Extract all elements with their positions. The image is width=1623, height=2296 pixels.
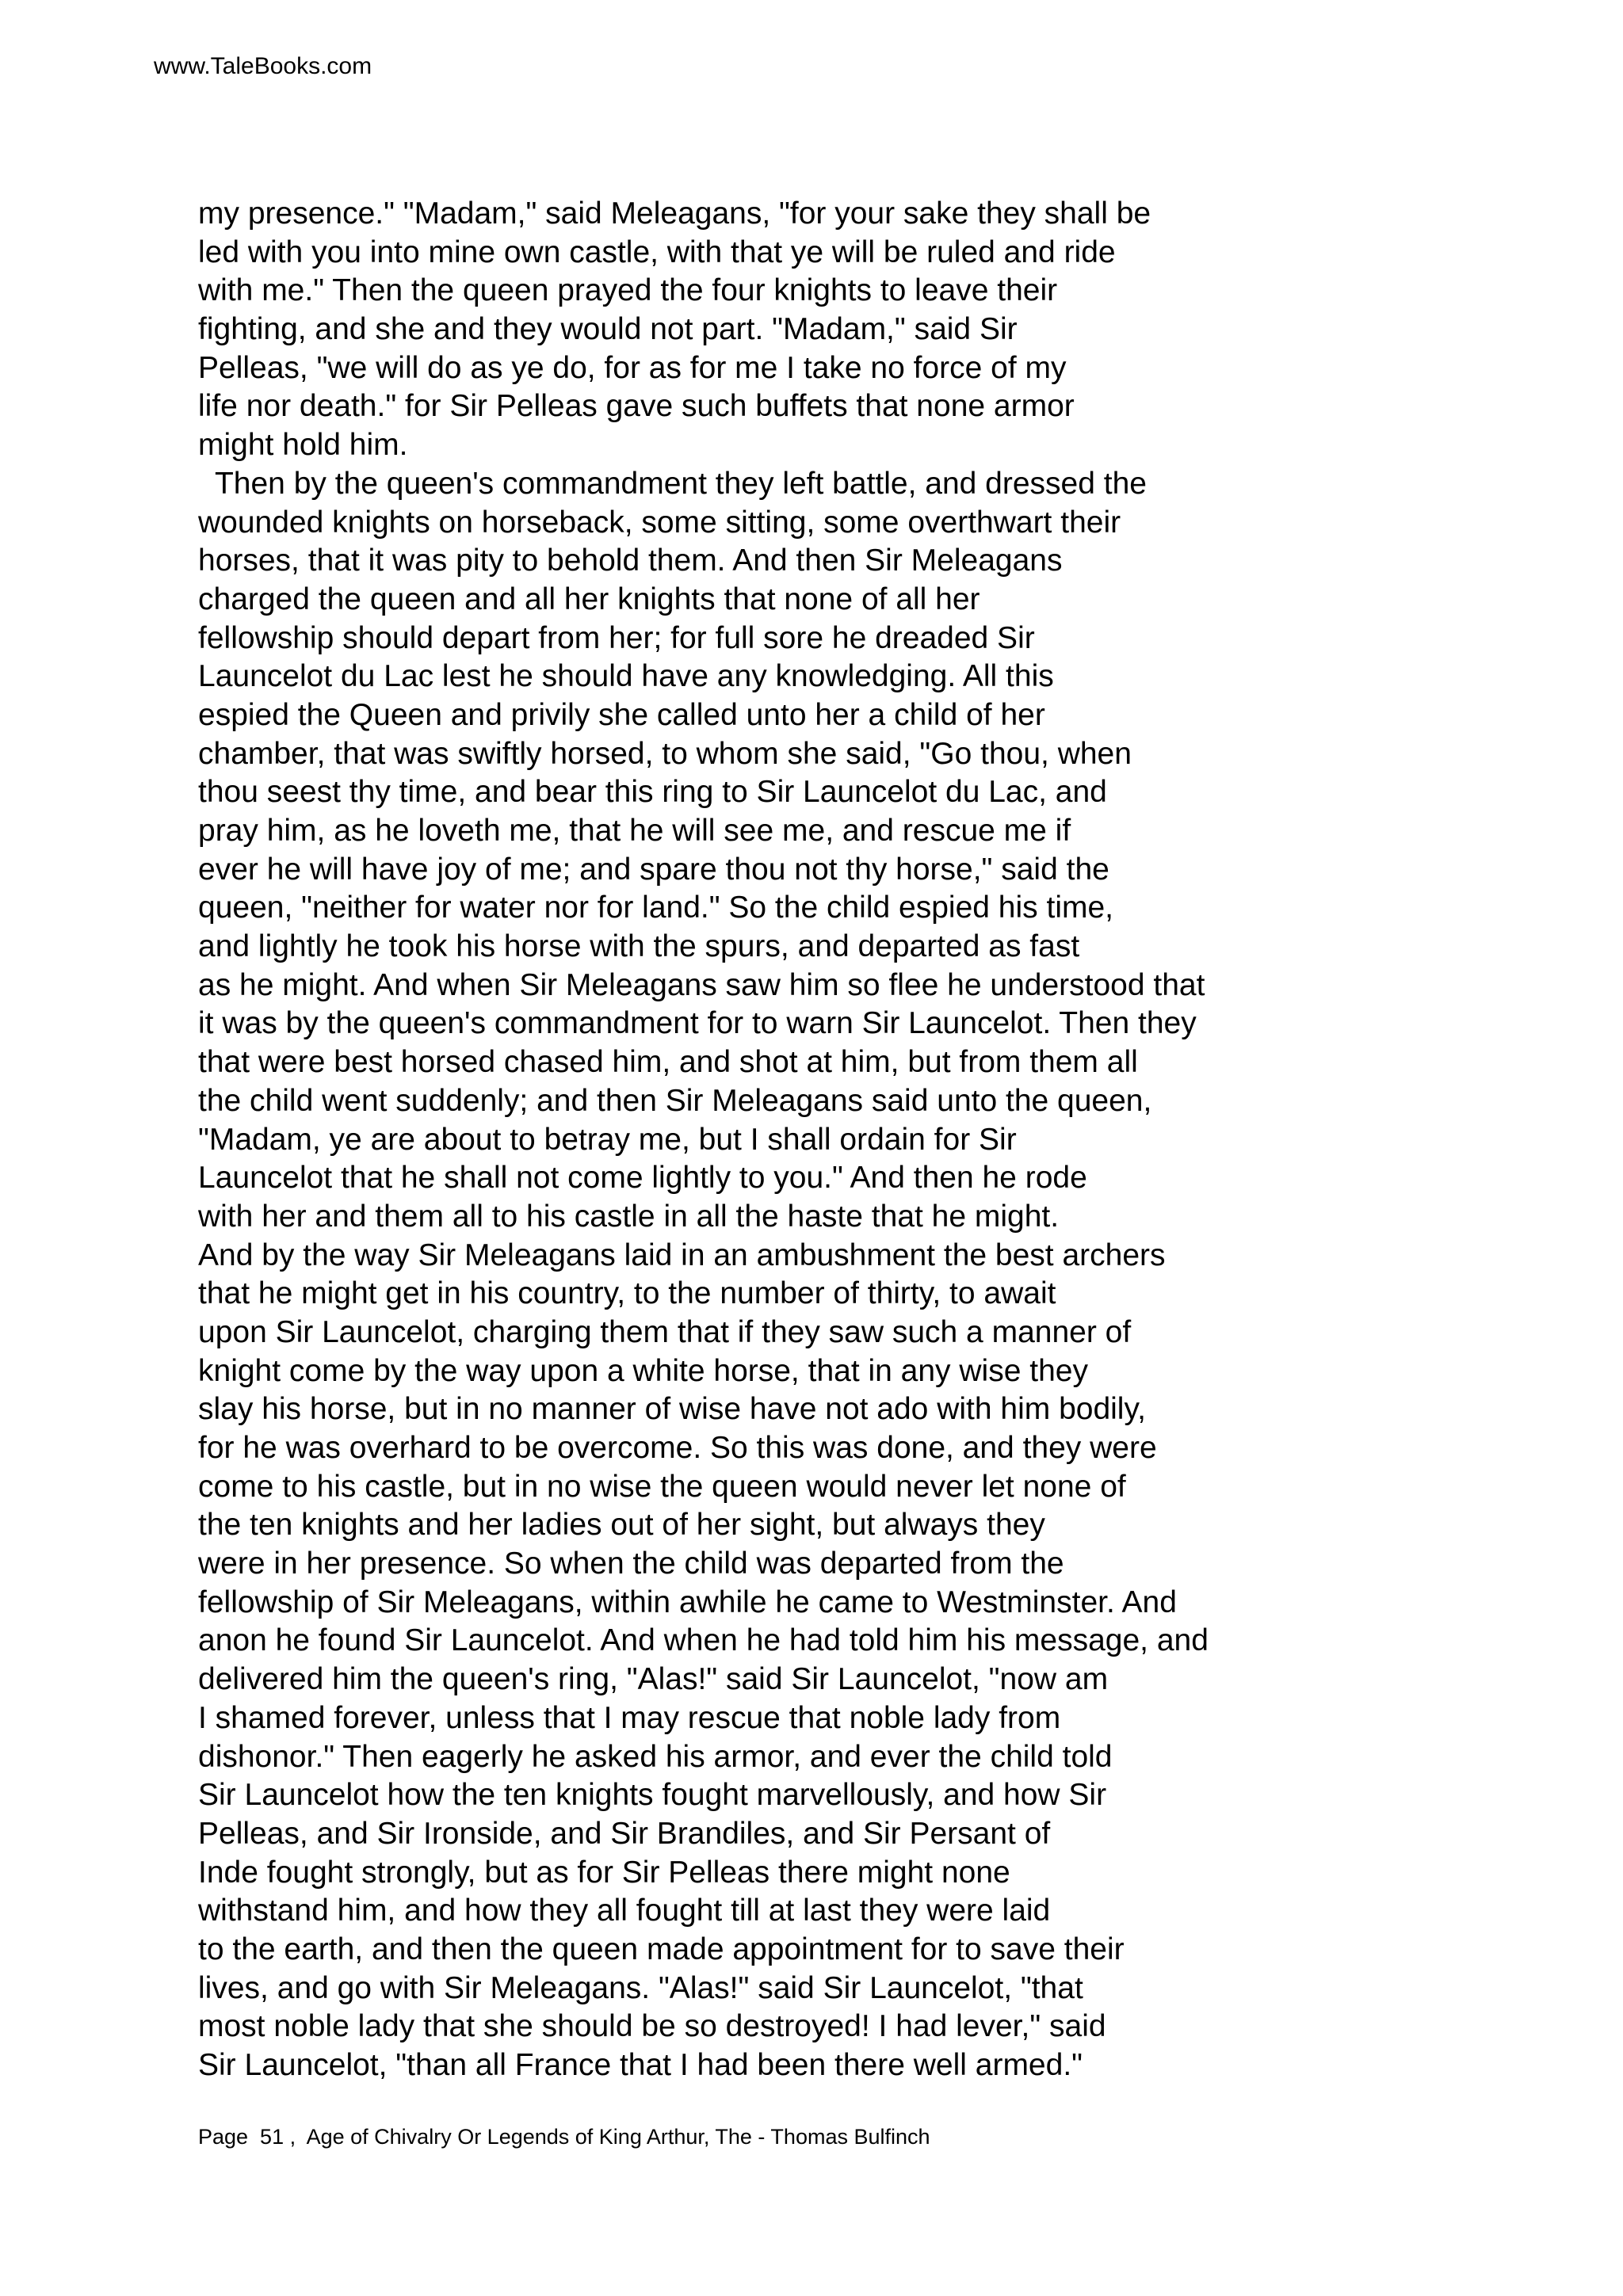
text-line: delivered him the queen's ring, "Alas!" said Sir Launcelot, "now am xyxy=(198,1662,1109,1697)
text-line: And by the way Sir Meleagans laid in an ambushment the best archers xyxy=(198,1238,1166,1272)
text-line: espied the Queen and privily she called unto her a child of her xyxy=(198,697,1045,732)
text-line: withstand him, and how they all fought till at last they were laid xyxy=(198,1894,1051,1928)
text-line: most noble lady that she should be so destroyed! I had lever," said xyxy=(198,2009,1106,2044)
text-line: the child went suddenly; and then Sir Meleagans said unto the queen, xyxy=(198,1083,1152,1118)
text-line: to the earth, and then the queen made appointment for to save their xyxy=(198,1932,1125,1966)
text-line: it was by the queen's commandment for to warn Sir Launcelot. Then they xyxy=(198,1006,1197,1041)
text-line: dishonor." Then eagerly he asked his armor, and ever the child told xyxy=(198,1739,1113,1774)
text-line: "Madam, ye are about to betray me, but I shall ordain for Sir xyxy=(198,1122,1017,1157)
text-line: chamber, that was swiftly horsed, to whom she said, "Go thou, when xyxy=(198,736,1132,771)
text-line: led with you into mine own castle, with that ye will be ruled and ride xyxy=(198,235,1116,269)
text-line: Pelleas, and Sir Ironside, and Sir Brandiles, and Sir Persant of xyxy=(198,1816,1051,1851)
text-line: with her and them all to his castle in all the haste that he might. xyxy=(198,1199,1060,1234)
page-footer: Page 51 , Age of Chivalry Or Legends of King Arthur, The - Thomas Bulfinch xyxy=(198,2125,930,2149)
text-line: Then by the queen's commandment they left battle, and dressed the xyxy=(198,466,1147,501)
text-line: fighting, and she and they would not part. "Madam," said Sir xyxy=(198,312,1018,347)
text-line: might hold him. xyxy=(198,428,408,463)
text-line: ever he will have joy of me; and spare thou not thy horse," said the xyxy=(198,852,1109,887)
text-line: Sir Launcelot how the ten knights fought marvellously, and how Sir xyxy=(198,1778,1107,1813)
text-line: wounded knights on horseback, some sitting, some overthwart their xyxy=(198,505,1121,540)
text-line: life nor death." for Sir Pelleas gave such buffets that none armor xyxy=(198,389,1075,424)
text-line: horses, that it was pity to behold them. And then Sir Meleagans xyxy=(198,543,1063,578)
text-line: come to his castle, but in no wise the queen would never let none of xyxy=(198,1469,1126,1504)
text-line: anon he found Sir Launcelot. And when he had told him his message, and xyxy=(198,1623,1209,1658)
text-line: that were best horsed chased him, and shot at him, but from them all xyxy=(198,1045,1138,1080)
text-line: thou seest thy time, and bear this ring to Sir Launcelot du Lac, and xyxy=(198,775,1107,810)
text-line: fellowship of Sir Meleagans, within awhile he came to Westminster. And xyxy=(198,1585,1177,1619)
text-line: my presence." "Madam," said Meleagans, "for your sake they shall be xyxy=(198,196,1151,231)
text-line: lives, and go with Sir Meleagans. "Alas!" said Sir Launcelot, "that xyxy=(198,1970,1083,2005)
text-line: upon Sir Launcelot, charging them that if they saw such a manner of xyxy=(198,1314,1132,1349)
text-line: for he was overhard to be overcome. So this was done, and they were xyxy=(198,1431,1157,1465)
text-line: the ten knights and her ladies out of her sight, but always they xyxy=(198,1508,1045,1543)
text-line: knight come by the way upon a white horse, that in any wise they xyxy=(198,1353,1088,1388)
text-line: slay his horse, but in no manner of wise have not ado with him bodily, xyxy=(198,1392,1146,1427)
text-line: were in her presence. So when the child was departed from the xyxy=(198,1547,1064,1581)
text-line: Launcelot that he shall not come lightly to you." And then he rode xyxy=(198,1161,1087,1196)
text-line: with me." Then the queen prayed the four knights to leave their xyxy=(198,273,1058,308)
text-line: Inde fought strongly, but as for Sir Pelleas there might none xyxy=(198,1855,1010,1890)
text-line: queen, "neither for water nor for land." So the child espied his time, xyxy=(198,891,1113,925)
text-line: I shamed forever, unless that I may rescue that noble lady from xyxy=(198,1700,1061,1735)
text-line: Sir Launcelot, "than all France that I had been there well armed." xyxy=(198,2048,1083,2082)
text-line: that he might get in his country, to the number of thirty, to await xyxy=(198,1276,1056,1311)
site-url: www.TaleBooks.com xyxy=(154,53,372,79)
text-line: and lightly he took his horse with the spurs, and departed as fast xyxy=(198,929,1080,964)
text-line: charged the queen and all her knights that none of all her xyxy=(198,582,980,616)
page-body xyxy=(198,195,1545,2085)
text-line: Pelleas, "we will do as ye do, for as for me I take no force of my xyxy=(198,350,1067,385)
text-line: pray him, as he loveth me, that he will see me, and rescue me if xyxy=(198,814,1071,848)
text-line: Launcelot du Lac lest he should have any knowledging. All this xyxy=(198,659,1054,694)
text-line: fellowship should depart from her; for full sore he dreaded Sir xyxy=(198,620,1035,655)
text-line: as he might. And when Sir Meleagans saw him so flee he understood that xyxy=(198,967,1205,1002)
